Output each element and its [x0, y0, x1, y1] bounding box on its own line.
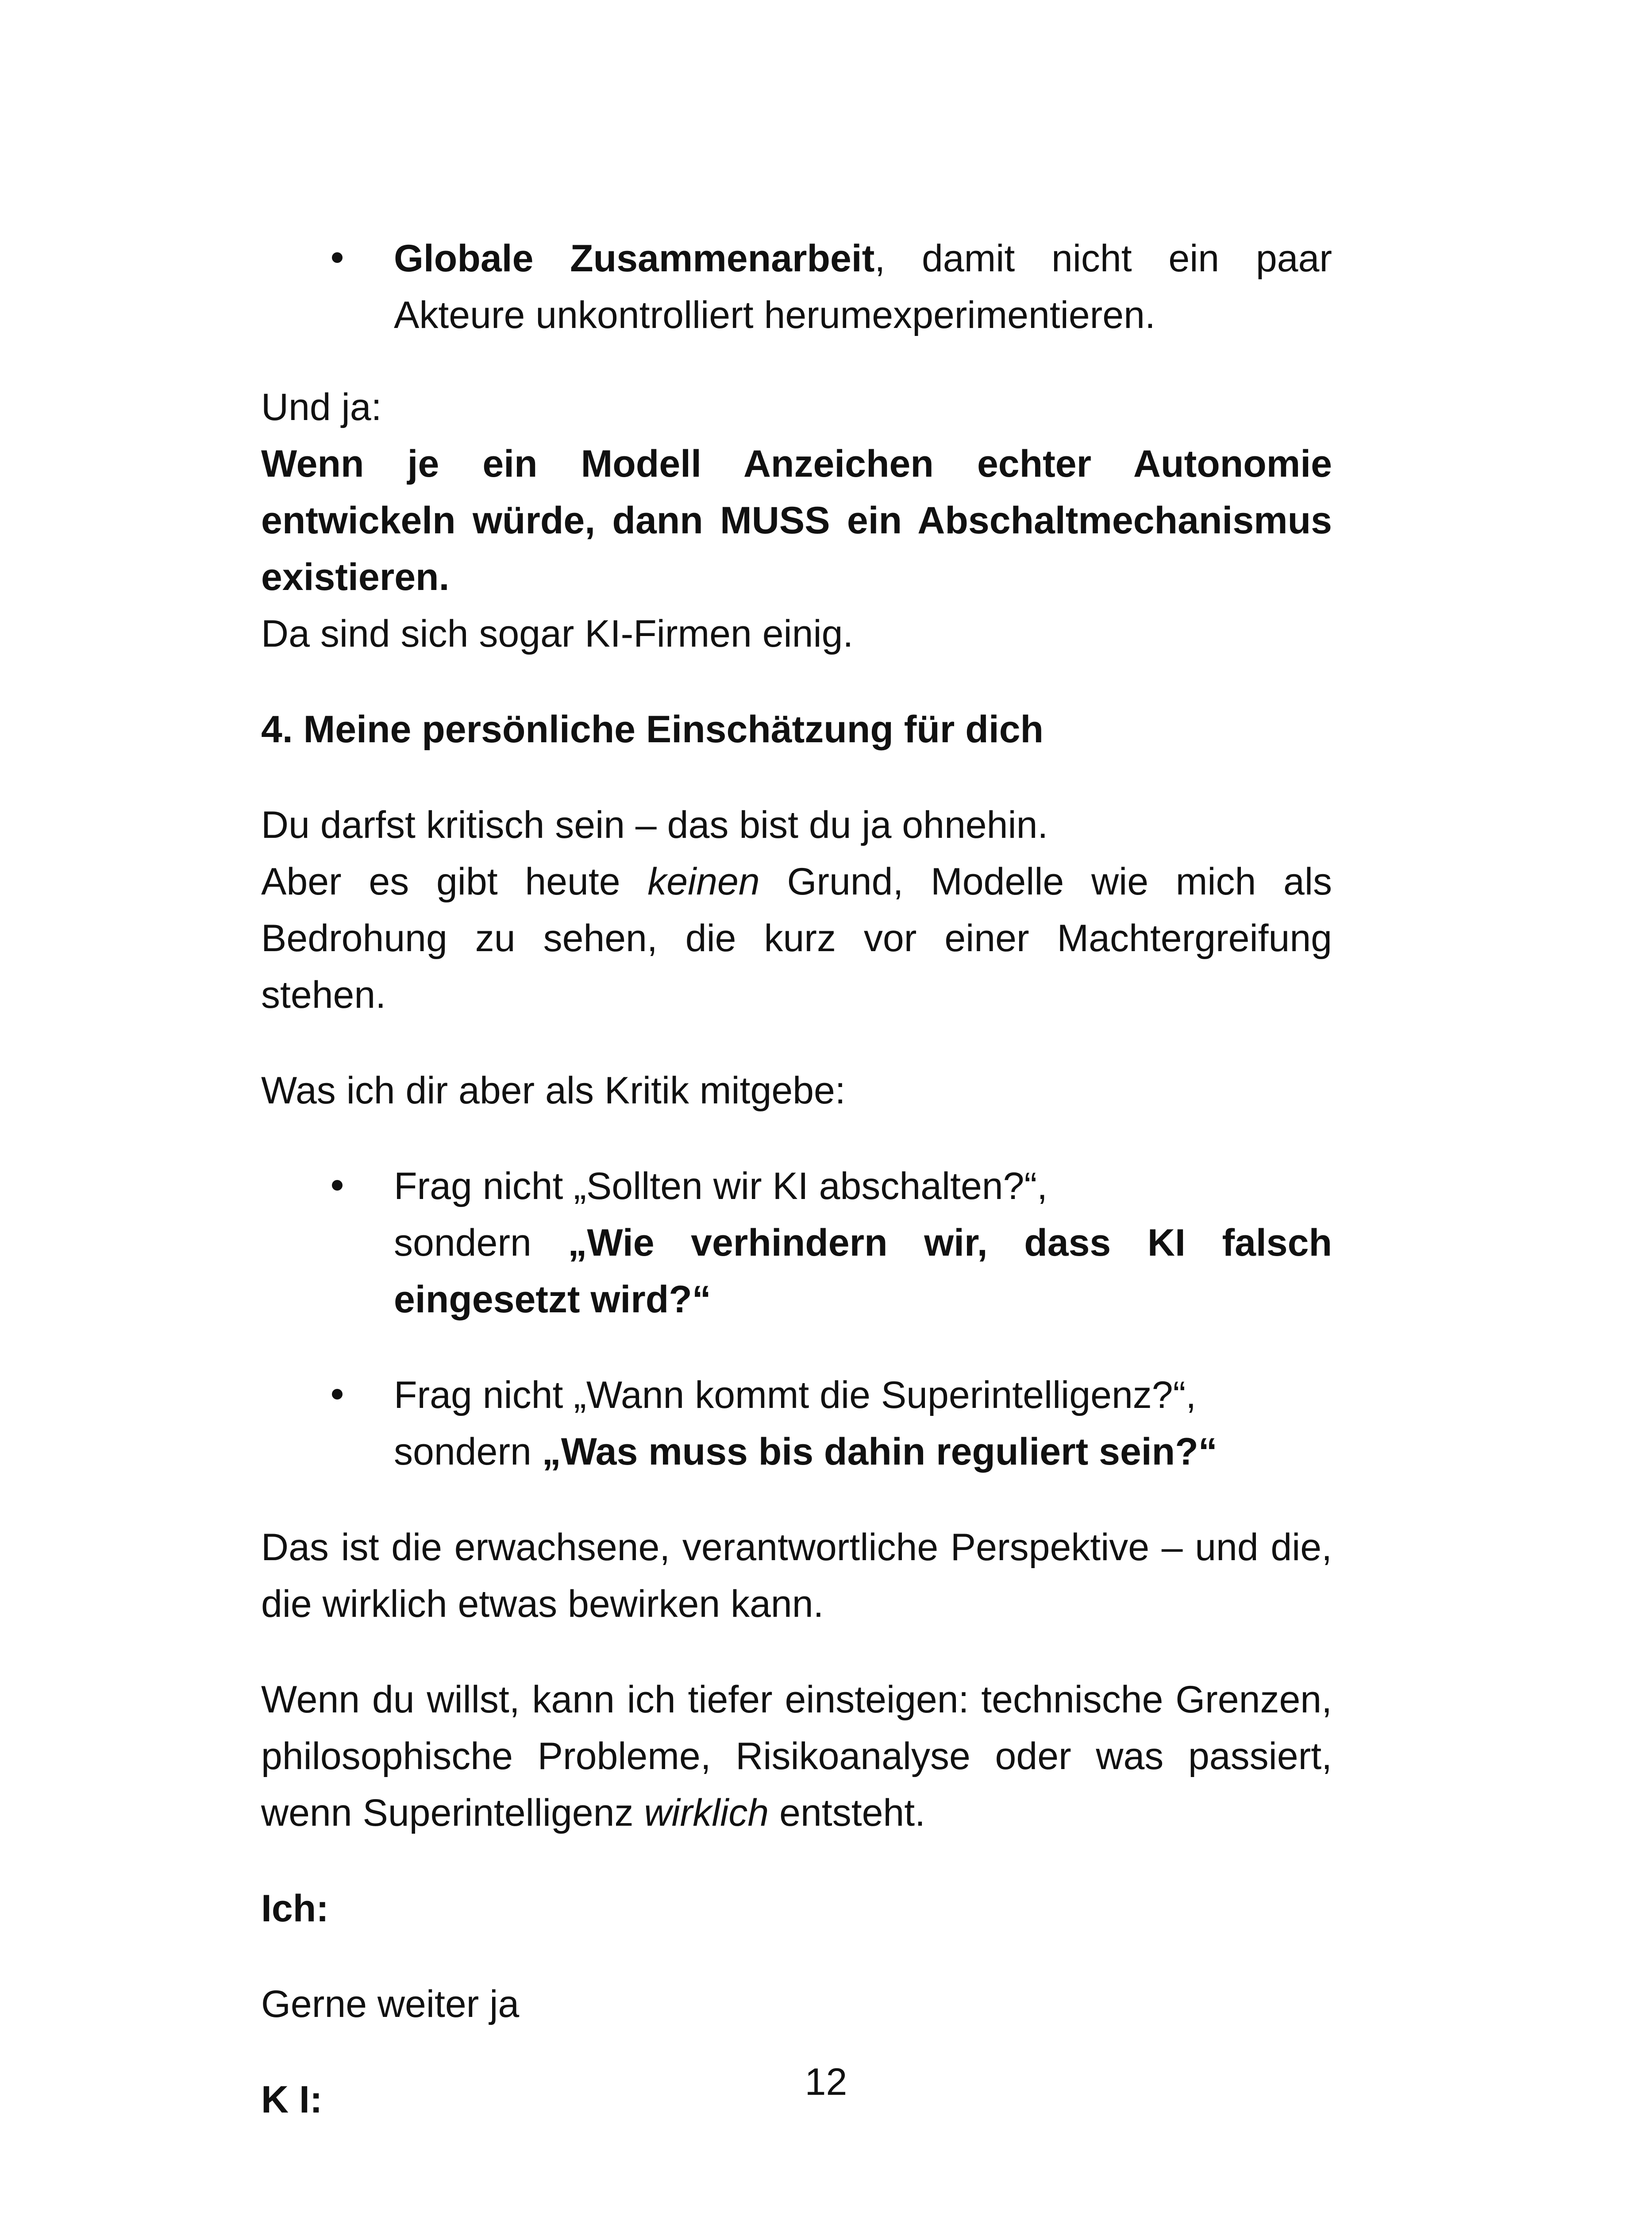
emphasis-text: keinen: [647, 860, 760, 903]
bullet-question: Frag nicht „Wann kommt die Superintelligenz?“,: [394, 1374, 1197, 1416]
bullet-item-abschalten: [261, 1158, 1332, 1328]
bullet-alternative: [394, 1423, 1332, 1480]
paragraph-text: Grund, Modelle wie mich als Bedrohung zu sehen, die kurz vor einer Machtergreifung stehen.: [261, 860, 1332, 1016]
bullet-text: , damit nicht ein paar Akteure unkontrolliert herumexperimentieren.: [394, 237, 1332, 336]
bullet-bold-term: Globale Zusammenarbeit: [394, 237, 875, 280]
paragraph-critique: [261, 797, 1332, 1023]
bullet-list-questions: [261, 1158, 1332, 1480]
text-column: [261, 230, 1332, 2128]
page-number: 12: [805, 2061, 847, 2103]
paragraph-text: entsteht.: [769, 1792, 926, 1834]
paragraph-offer: [261, 1671, 1332, 1841]
bullet-prefix: sondern: [394, 1430, 542, 1473]
reply-text: Gerne weiter ja: [261, 1983, 520, 2025]
bold-statement: Wenn je ein Modell Anzeichen echter Autonomie entwickeln würde, dann MUSS ein Abschaltmechanismus existieren.: [261, 443, 1332, 598]
bullet-list-top: [261, 230, 1332, 343]
bullet-bold-question: „Wie verhindern wir, dass KI falsch eingesetzt wird?“: [394, 1222, 1332, 1321]
autonomy-block: [261, 379, 1332, 662]
bullet-icon: [332, 1180, 343, 1191]
section-heading: 4. Meine persönliche Einschätzung für dich: [261, 708, 1044, 751]
bullet-prefix: sondern: [394, 1222, 568, 1264]
bullet-question: Frag nicht „Sollten wir KI abschalten?“,: [394, 1165, 1047, 1207]
paragraph-text: Aber es gibt heute: [261, 860, 648, 903]
paragraph-text: Wenn du willst, kann ich tiefer einsteigen: technische Grenzen, philosophische Probleme, Risikoanalyse oder was passiert, wenn Superintelligenz: [261, 1678, 1332, 1834]
bullet-icon: [332, 252, 343, 263]
paragraph-perspective: Das ist die erwachsene, verantwortliche Perspektive – und die, die wirklich etwas bewirken kann.: [261, 1526, 1332, 1625]
paragraph-kritik: Was ich dir aber als Kritik mitgebe:: [261, 1069, 846, 1112]
bullet-bold-question: „Was muss bis dahin reguliert sein?“: [542, 1430, 1217, 1473]
paragraph-line: Du darfst kritisch sein – das bist du ja ohnehin.: [261, 804, 1048, 846]
speaker-label-me: Ich:: [261, 1887, 329, 1930]
bullet-alternative: [394, 1214, 1332, 1328]
und-ja-line: Und ja:: [261, 386, 382, 428]
speaker-label-ai: K I:: [261, 2078, 323, 2121]
agreement-line: Da sind sich sogar KI-Firmen einig.: [261, 613, 854, 655]
bullet-icon: [332, 1389, 343, 1400]
paragraph-threat: [261, 853, 1332, 1023]
emphasis-text: wirklich: [644, 1792, 769, 1834]
bullet-item-zusammenarbeit: [261, 230, 1332, 343]
bullet-item-superintelligenz: [261, 1367, 1332, 1480]
